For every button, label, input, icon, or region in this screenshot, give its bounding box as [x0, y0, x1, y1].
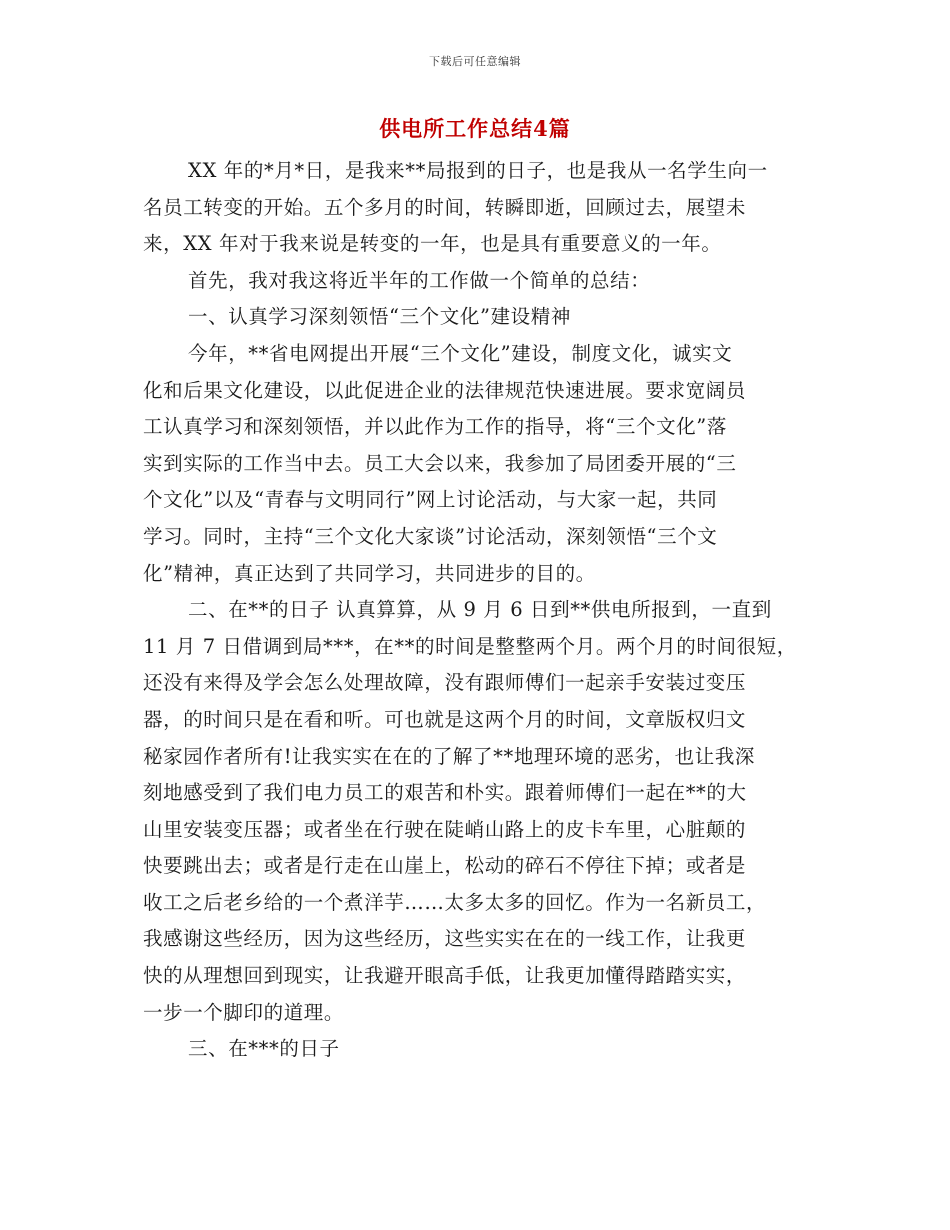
text-line-9: 实到实际的工作当中去。员工大会以来，我参加了局团委开展的“三 — [143, 451, 737, 475]
header-note: 下载后可任意编辑 — [429, 55, 521, 68]
text-line-15: 还没有来得及学会怎么处理故障，没有跟师傅们一起亲手安装过变压 — [143, 671, 747, 695]
text-line-4: 首先，我对我这将近半年的工作做一个简单的总结： — [188, 268, 651, 292]
text-line-12: 化”精神，真正达到了共同学习，共同进步的目的。 — [143, 561, 596, 585]
text-line-2: 名员工转变的开始。五个多月的时间，转瞬即逝，回顾过去，展望未 — [143, 195, 747, 219]
text-line-8: 工认真学习和深刻领悟，并以此作为工作的指导，将“三个文化”落 — [143, 415, 727, 439]
text-line-14: 11 月 7 日借调到局***，在**的时间是整整两个月。两个月的时间很短， — [143, 634, 797, 658]
text-line-17: 秘家园作者所有!让我实实在在的了解了**地理环境的恶劣，也让我深 — [143, 744, 756, 768]
text-line-22: 我感谢这些经历，因为这些经历，这些实实在在的一线工作，让我更 — [143, 927, 747, 951]
text-line-16: 器，的时间只是在看和听。可也就是这两个月的时间，文章版权归文 — [143, 707, 747, 731]
document-title: 供电所工作总结4篇 — [379, 116, 571, 141]
text-line-18: 刻地感受到了我们电力员工的艰苦和朴实。跟着师傅们一起在**的大 — [143, 781, 747, 805]
text-line-7: 化和后果文化建设，以此促进企业的法律规范快速进展。要求宽阔员 — [143, 378, 747, 402]
section-heading-2: 二、在**的日子 认真算算，从 9 月 6 日到**供电所报到，一直到 — [188, 598, 772, 622]
section-heading-1: 一、认真学习深刻领悟“三个文化”建设精神 — [188, 305, 571, 329]
section-heading-3: 三、在***的日子 — [188, 1037, 340, 1061]
text-line-6: 今年，**省电网提出开展“三个文化”建设，制度文化，诚实文 — [188, 341, 733, 365]
text-line-11: 学习。同时，主持“三个文化大家谈”讨论活动，深刻领悟“三个文 — [143, 524, 718, 548]
text-line-24: 一步一个脚印的道理。 — [143, 1000, 345, 1024]
text-line-21: 收工之后老乡给的一个煮洋芋……太多太多的回忆。作为一名新员工， — [143, 890, 767, 914]
text-line-3: 来，XX 年对于我来说是转变的一年，也是具有重要意义的一年。 — [143, 232, 722, 256]
text-line-23: 快的从理想回到现实，让我避开眼高手低，让我更加懂得踏踏实实， — [143, 964, 747, 988]
text-line-20: 快要跳出去；或者是行走在山崖上，松动的碎石不停往下掉；或者是 — [143, 854, 747, 878]
document-body — [143, 153, 813, 1068]
text-line-1: XX 年的*月*日，是我来**局报到的日子，也是我从一名学生向一 — [188, 159, 768, 182]
text-line-10: 个文化”以及“青春与文明同行”网上讨论活动，与大家一起，共同 — [143, 488, 718, 512]
text-line-19: 山里安装变压器；或者坐在行驶在陡峭山路上的皮卡车里，心脏颠的 — [143, 817, 747, 841]
